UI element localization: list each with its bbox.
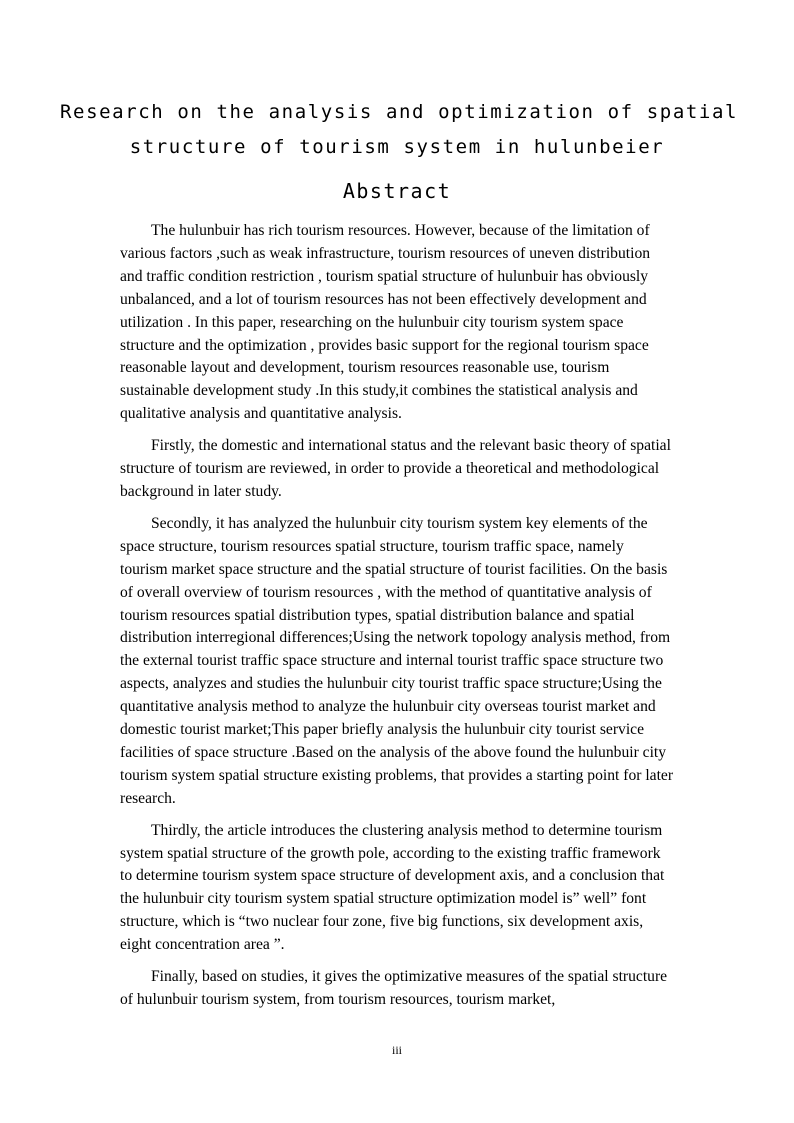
abstract-paragraph-5: Finally, based on studies, it gives the optimizative measures of the spatial structure of hulunbuir tourism system, from tourism resources, tourism market, xyxy=(120,968,668,1008)
abstract-paragraph-1: The hulunbuir has rich tourism resources. However, because of the limitation of various factors ,such as weak infrastructure, tourism resources of uneven distribution and traffic condition restriction , tourism spatial structure of hulunbuir has obviously unbalanced, and a lot of tourism resources has not been effectively development and utilization . In this paper, researching on the hulunbuir city tourism system space structure and the optimization , provides basic support for the regional tourism space reasonable layout and development, tourism resources reasonable use, tourism sustainable development study .In this study,it combines the statistical analysis and qualitative analysis and quantitative analysis. xyxy=(120,222,651,423)
paper-title-line-2: structure of tourism system in hulunbeier xyxy=(129,136,665,158)
paper-title-line-1: Research on the analysis and optimization of spatial xyxy=(60,101,739,123)
abstract-heading: Abstract xyxy=(342,179,452,203)
abstract-body xyxy=(120,220,674,1021)
abstract-paragraph-2: Firstly, the domestic and international status and the relevant basic theory of spatial structure of tourism are reviewed, in order to provide a theoretical and methodological background in later study. xyxy=(120,437,671,500)
abstract-paragraph-3: Secondly, it has analyzed the hulunbuir city tourism system key elements of the space structure, tourism resources spatial structure, tourism traffic space, namely tourism market space structure and the spatial structure of tourist facilities. On the basis of overall overview of tourism resources , with the method of quantitative analysis of tourism resources spatial distribution types, spatial distribution balance and spatial distribution interregional differences;Using the network topology analysis method, from the external tourist traffic space structure and internal tourist traffic space structure two aspects, analyzes and studies the hulunbuir city tourist traffic space structure;Using the quantitative analysis method to analyze the hulunbuir city overseas tourist market and domestic tourist market;This paper briefly analysis the hulunbuir city tourist service facilities of space structure .Based on the analysis of the above found the hulunbuir city tourism system spatial structure existing problems, that provides a starting point for later research. xyxy=(120,514,674,807)
page-number: iii xyxy=(391,1043,402,1057)
abstract-paragraph-4: Thirdly, the article introduces the clustering analysis method to determine tourism system spatial structure of the growth pole, according to the existing traffic framework to determine tourism system space structure of development axis, and a conclusion that the hulunbuir city tourism system spatial structure optimization model is” well” font structure, which is “two nuclear four zone, five big functions, six development axis, eight concentration area ”. xyxy=(120,821,665,954)
